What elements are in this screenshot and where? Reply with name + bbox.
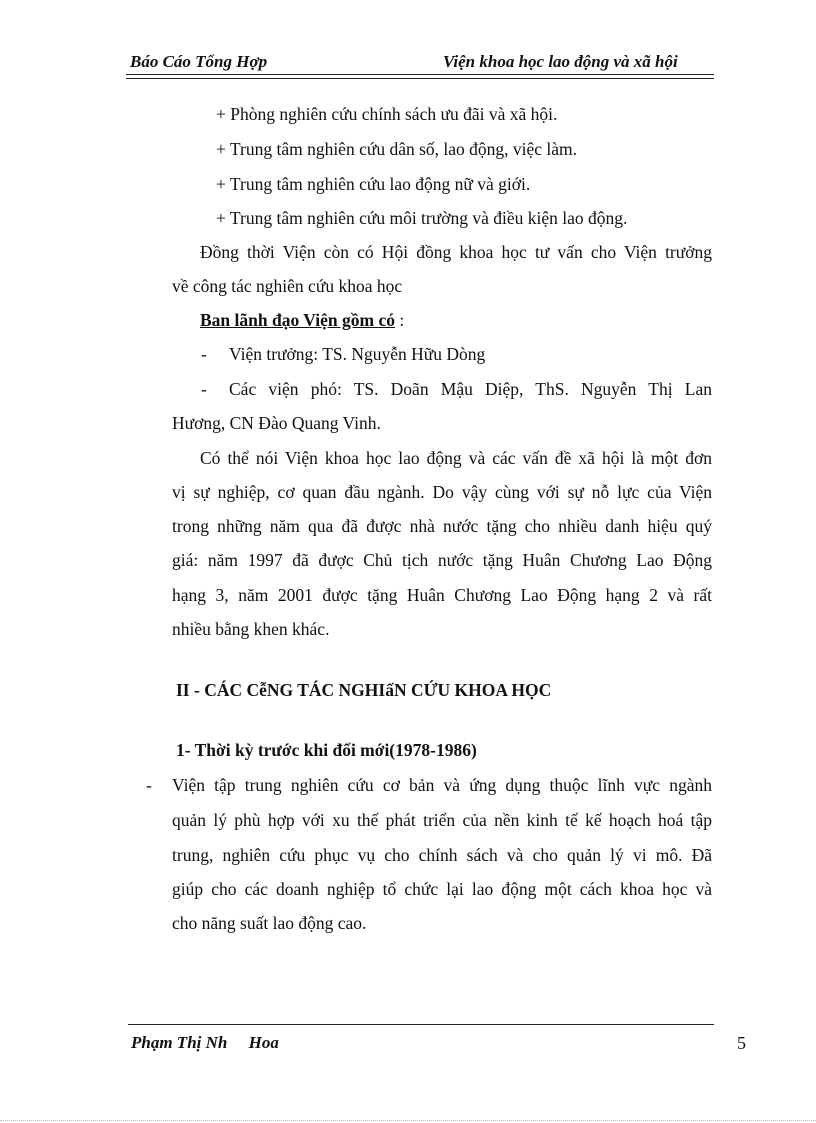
footer-rule: [128, 1024, 714, 1025]
dash-bullet: -: [146, 775, 152, 795]
leader-item: Các viện phó: TS. Doãn Mậu Diệp, ThS. Nguyễn Thị Lan: [229, 379, 712, 399]
paragraph-line: nhiều bằng khen khác.: [172, 619, 330, 639]
paragraph-line: trong những năm qua đã được nhà nước tặng cho nhiều danh hiệu quý: [172, 516, 712, 536]
paragraph-line: giá: năm 1997 đã được Chủ tịch nước tặng Huân Chương Lao Động: [172, 550, 712, 570]
paragraph-line: vị sự nghiệp, cơ quan đầu ngành. Do vậy cùng với sự nỗ lực của Viện: [172, 482, 712, 502]
paragraph-line: Đồng thời Viện còn có Hội đồng khoa học tư vấn cho Viện trưởng: [200, 242, 712, 262]
paragraph-line: Có thể nói Viện khoa học lao động và các vấn đề xã hội là một đơn: [200, 448, 712, 468]
paragraph-line: hạng 3, năm 2001 được tặng Huân Chương Lao Động hạng 2 và rất: [172, 585, 712, 605]
header-left-title: Báo Cáo Tổng Hợp: [130, 52, 268, 71]
dash-bullet: -: [201, 344, 207, 364]
dash-bullet: -: [201, 379, 207, 399]
leadership-heading: [200, 310, 404, 331]
leadership-heading-colon: :: [394, 310, 405, 330]
page-bottom-border: [0, 1120, 816, 1121]
header-right-title: Viện khoa học lao động và xã hội: [443, 52, 678, 71]
list-item: + Trung tâm nghiên cứu dân số, lao động, việc làm.: [216, 139, 578, 159]
section-title: II - CÁC CễNG TÁC NGHIấN CỨU KHOA HỌC: [176, 680, 552, 700]
paragraph-line: về công tác nghiên cứu khoa học: [172, 276, 403, 296]
subsection-title: 1- Thời kỳ trước khi đổi mới(1978-1986): [176, 740, 477, 760]
footer-author: Phạm Thị Nh Hoa: [131, 1033, 279, 1052]
list-item: + Trung tâm nghiên cứu môi trường và điều kiện lao động.: [216, 208, 628, 228]
list-item: + Trung tâm nghiên cứu lao động nữ và giới.: [216, 174, 531, 194]
leadership-heading-text: Ban lãnh đạo Viện gồm có: [200, 310, 395, 330]
paragraph-line: Viện tập trung nghiên cứu cơ bản và ứng dụng thuộc lĩnh vực ngành: [172, 775, 712, 795]
leader-item-continued: Hương, CN Đào Quang Vinh.: [172, 413, 381, 433]
leader-item: Viện trưởng: TS. Nguyễn Hữu Dòng: [229, 344, 486, 364]
paragraph-line: quản lý phù hợp với xu thế phát triển của nền kinh tế kế hoạch hoá tập: [172, 810, 712, 830]
page-number: 5: [737, 1033, 746, 1053]
header-rule: [126, 74, 714, 79]
paragraph-line: cho năng suất lao động cao.: [172, 913, 367, 933]
list-item: + Phòng nghiên cứu chính sách ưu đãi và xã hội.: [216, 104, 558, 124]
paragraph-line: trung, nghiên cứu phục vụ cho chính sách và cho quản lý vi mô. Đã: [172, 845, 712, 865]
paragraph-line: giúp cho các doanh nghiệp tổ chức lại lao động một cách khoa học và: [172, 879, 712, 899]
